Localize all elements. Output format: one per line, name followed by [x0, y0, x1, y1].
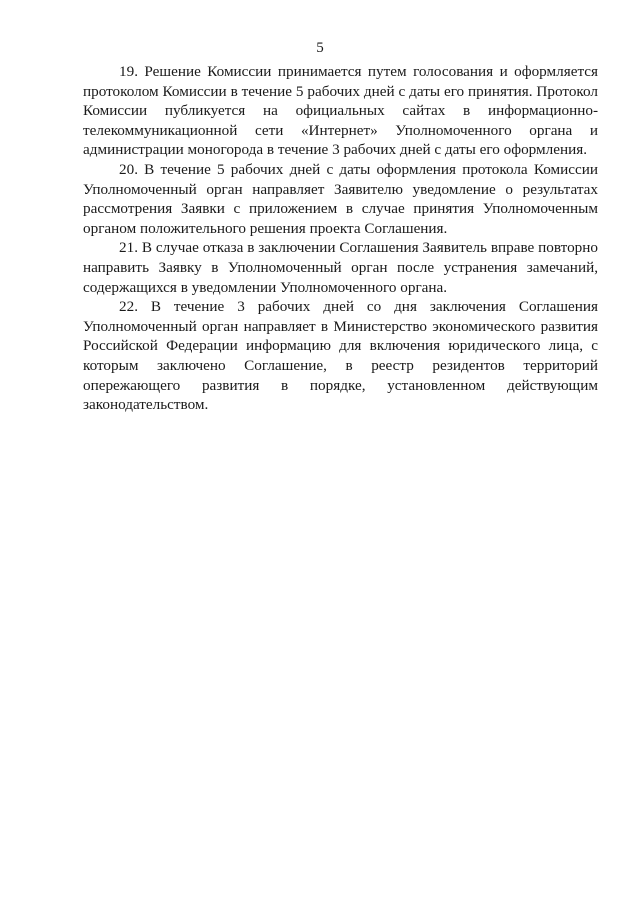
paragraph-22: 22. В течение 3 рабочих дней со дня заключения Соглашения Уполномоченный орган направляет в Министерство экономического развития Российской Федерации информацию для включения юридического лица, с которым заключено Соглашение, в реестр резидентов территорий опережающего развития в порядке, установленном действующим законодательством.: [83, 298, 598, 414]
paragraph-20: 20. В течение 5 рабочих дней с даты оформления протокола Комиссии Уполномоченный орган направляет Заявителю уведомление о результатах рассмотрения Заявки с приложением в случае принятия Уполномоченным органом положительного решения проекта Соглашения.: [83, 160, 598, 237]
document-body: [83, 62, 598, 415]
paragraph-21: 21. В случае отказа в заключении Соглашения Заявитель вправе повторно направить Заявку в Уполномоченный орган после устранения замечаний, содержащихся в уведомлении Уполномоченного органа.: [83, 239, 598, 296]
page-number: 5: [316, 40, 324, 56]
paragraph-19: 19. Решение Комиссии принимается путем голосования и оформляется протоколом Комиссии в течение 5 рабочих дней с даты его принятия. Протокол Комиссии публикуется на официальных сайтах в информационно-телекоммуникационной сети «Интернет» Уполномоченного органа и администрации моногорода в течение 3 рабочих дней с даты его оформления.: [83, 63, 598, 159]
